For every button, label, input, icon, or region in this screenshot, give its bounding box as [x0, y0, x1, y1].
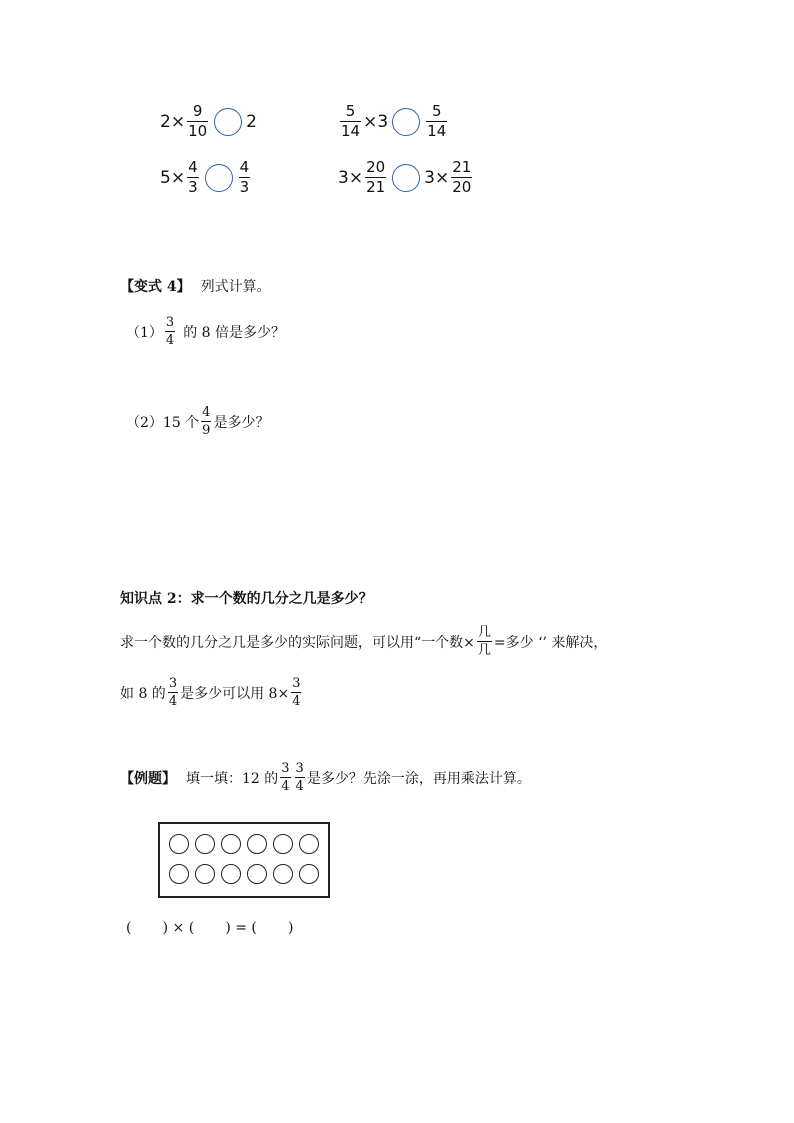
times-sign: ×	[348, 167, 364, 188]
question-2	[126, 406, 269, 437]
example-heading: 【例题】	[120, 770, 176, 787]
fraction: $\frac{21}{20}$	[452, 158, 472, 196]
circles-grid	[158, 822, 330, 898]
shading-circle[interactable]	[221, 834, 241, 854]
fraction: $\frac{4}{9}$	[202, 405, 211, 438]
shading-circle[interactable]	[195, 864, 215, 884]
answer-blank-line[interactable]: ( ) × ( ) = ( )	[126, 920, 294, 936]
shading-circle[interactable]	[299, 864, 319, 884]
text: 填一填：12 的	[186, 770, 279, 787]
shading-circle[interactable]	[273, 864, 293, 884]
operand: 5	[160, 167, 171, 188]
shading-circle[interactable]	[273, 834, 293, 854]
comparison-1	[160, 104, 257, 139]
operand: 3	[338, 167, 349, 188]
times-sign: ×	[435, 167, 450, 188]
compare-circle-blank[interactable]	[205, 164, 233, 192]
times-sign: ×	[170, 167, 186, 188]
text: 是多少可以用 8×	[180, 685, 290, 702]
question-text: 是多少？	[213, 414, 270, 431]
fraction: $\frac{5}{14}$	[341, 102, 361, 140]
fraction: $\frac{3}{4}$	[168, 676, 178, 709]
variant4-instruction: 列式计算。	[200, 279, 271, 295]
shading-circle[interactable]	[247, 864, 267, 884]
text: 如 8 的	[120, 685, 166, 702]
question-1	[126, 316, 285, 347]
shading-circle[interactable]	[195, 834, 215, 854]
compare-circle-blank[interactable]	[392, 164, 420, 192]
fraction: $\frac{3}{4}$	[281, 761, 290, 794]
example-line	[120, 762, 531, 793]
fraction: $\frac{20}{21}$	[366, 158, 386, 196]
comparison-4	[338, 160, 474, 195]
fraction: $\frac{3}{4}$	[292, 676, 301, 709]
compare-circle-blank[interactable]	[214, 108, 242, 136]
text: 是多少？先涂一涂，再用乘法计算。	[306, 770, 531, 787]
shading-circle[interactable]	[169, 834, 189, 854]
question-label: （2）15 个	[126, 414, 200, 431]
fraction: $\frac{3}{4}$	[165, 315, 175, 348]
fraction: $\frac{5}{14}$	[427, 102, 447, 140]
compare-circle-blank[interactable]	[392, 108, 420, 136]
shading-circle[interactable]	[247, 834, 267, 854]
operand: 2	[160, 111, 171, 132]
variant4-heading-line	[120, 276, 271, 296]
knowledge2-line2	[120, 677, 303, 708]
fraction: $\frac{9}{10}$	[188, 102, 208, 140]
question-text: 的 8 倍是多少？	[183, 324, 286, 341]
variant4-heading: 【变式 4】	[120, 279, 191, 295]
text: 求一个数的几分之几是多少的实际问题，可以用“一个数×	[120, 634, 475, 651]
operand: 2	[246, 111, 257, 132]
fraction: $\frac{4}{3}$	[188, 158, 198, 196]
comparison-3	[160, 160, 252, 195]
comparison-2	[338, 104, 449, 139]
text: =多少 ‘’ 来解决，	[493, 634, 608, 651]
operand: 3	[424, 167, 435, 188]
times-sign: ×	[170, 111, 186, 132]
times-sign: ×	[363, 111, 378, 132]
fraction: $\frac{3}{4}$	[295, 761, 304, 794]
fraction: $\frac{4}{3}$	[239, 158, 250, 196]
question-label: （1）	[126, 324, 163, 341]
knowledge2-line1	[120, 626, 607, 657]
shading-circle[interactable]	[169, 864, 189, 884]
operand: 3	[377, 111, 389, 132]
shading-circle[interactable]	[299, 834, 319, 854]
shading-circle[interactable]	[221, 864, 241, 884]
knowledge2-title: 知识点 2：求一个数的几分之几是多少？	[120, 591, 373, 607]
fraction: $\frac{\text{几}}{\text{几}}$	[477, 625, 491, 658]
